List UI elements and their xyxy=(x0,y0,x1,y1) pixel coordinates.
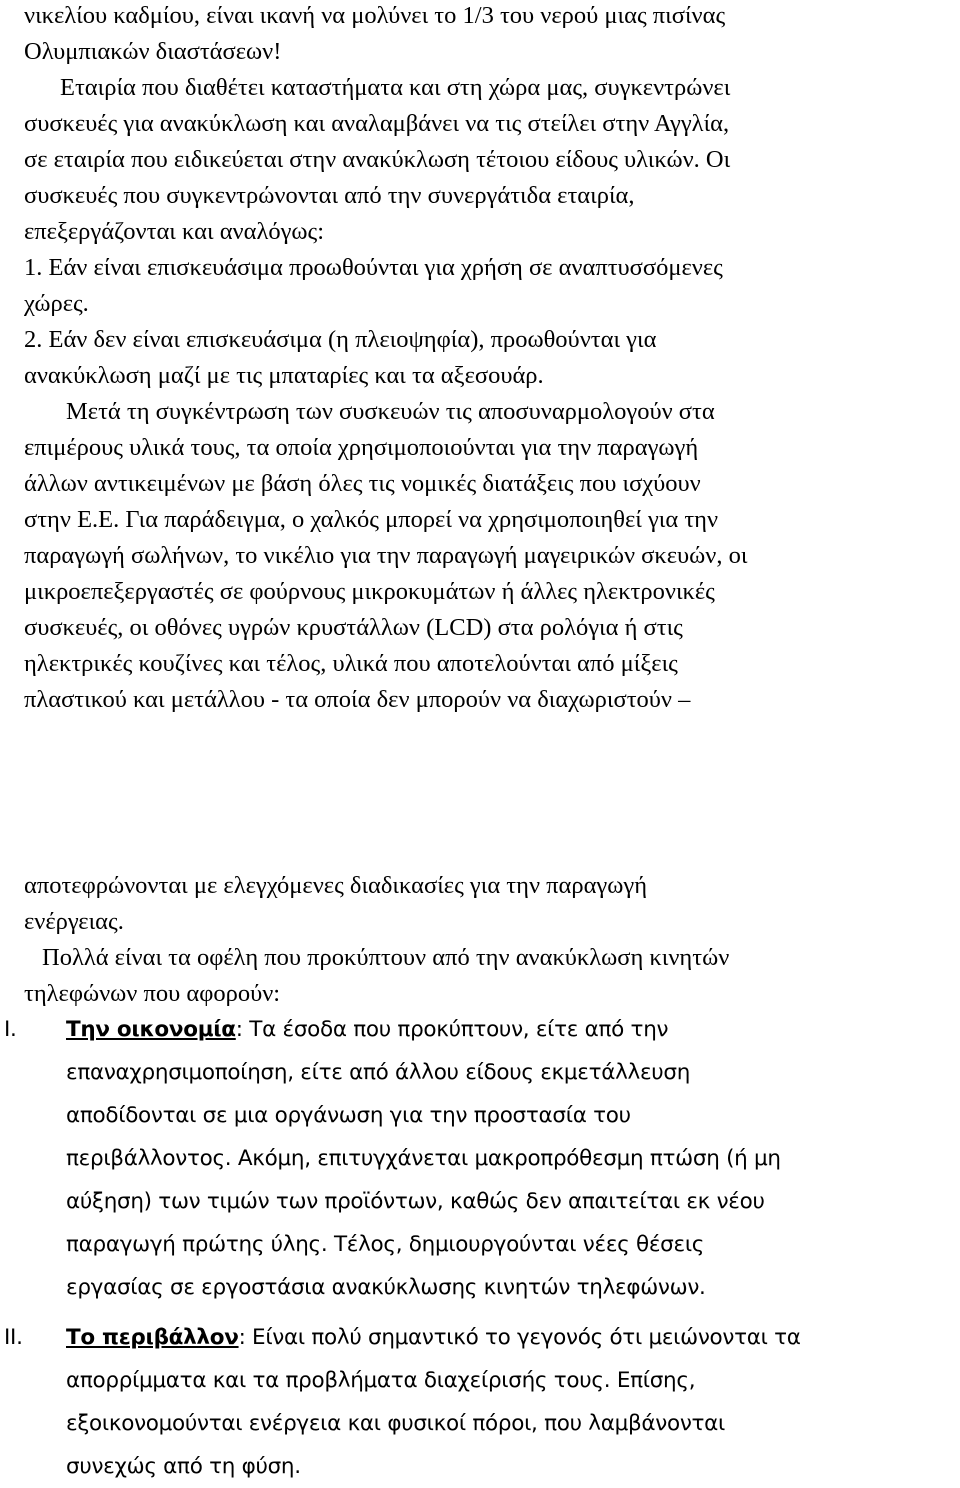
text-line: Μετά τη συγκέντρωση των συσκευών τις αποσυναρμολογούν στα xyxy=(66,398,715,425)
text-line: ανακύκλωση μαζί με τις μπαταρίες και τα αξεσουάρ. xyxy=(24,362,544,389)
text-line: συσκευές για ανακύκλωση και αναλαμβάνει να τις στείλει στην Αγγλία, xyxy=(24,110,730,137)
list-item-line: εξοικονομούνται ενέργεια και φυσικοί πόροι, που λαμβάνονται xyxy=(66,1411,726,1436)
text-line: τηλεφώνων που αφορούν: xyxy=(24,980,281,1007)
list-item-line: αύξηση) των τιμών των προϊόντων, καθώς δεν απαιτείται εκ νέου xyxy=(66,1189,765,1214)
text-line: παραγωγή σωλήνων, το νικέλιο για την παραγωγή μαγειρικών σκευών, οι xyxy=(24,542,748,569)
text-line: χώρες. xyxy=(24,290,89,317)
list-item-text: : Τα έσοδα που προκύπτουν, είτε από την xyxy=(235,1017,669,1042)
text-line: Ολυμπιακών διαστάσεων! xyxy=(24,38,282,65)
text-line: Πολλά είναι τα οφέλη που προκύπτουν από την ανακύκλωση κινητών xyxy=(42,944,730,971)
text-line: επεξεργάζονται και αναλόγως: xyxy=(24,218,325,245)
text-line: μικροεπεξεργαστές σε φούρνους μικροκυμάτων ή άλλες ηλεκτρονικές xyxy=(24,578,715,605)
text-line: συσκευές που συγκεντρώνονται από την συνεργάτιδα εταιρία, xyxy=(24,182,635,209)
text-line: ενέργειας. xyxy=(24,908,124,935)
text-line: αποτεφρώνονται με ελεγχόμενες διαδικασίες για την παραγωγή xyxy=(24,872,648,899)
text-line: Εταιρία που διαθέτει καταστήματα και στη χώρα μας, συγκεντρώνει xyxy=(60,74,731,101)
list-item-first-line xyxy=(66,1019,668,1041)
list-item-line: αποδίδονται σε μια οργάνωση για την προστασία του xyxy=(66,1103,631,1128)
text-line: ηλεκτρικές κουζίνες και τέλος, υλικά που αποτελούνται από μίξεις xyxy=(24,650,678,677)
list-item-line: παραγωγή πρώτης ύλης. Τέλος, δημιουργούνται νέες θέσεις xyxy=(66,1232,705,1257)
list-item-heading: Το περιβάλλον xyxy=(66,1325,239,1350)
text-line: νικελίου καδμίου, είναι ικανή να μολύνει το 1/3 του νερού μιας πισίνας xyxy=(24,2,726,29)
list-item-line: συνεχώς από τη φύση. xyxy=(66,1454,301,1479)
list-item-first-line xyxy=(66,1327,801,1349)
text-line: 1. Εάν είναι επισκευάσιμα προωθούνται για χρήση σε αναπτυσσόμενες xyxy=(24,254,723,281)
list-numeral: I. xyxy=(4,1017,17,1042)
list-numeral: II. xyxy=(4,1325,23,1350)
list-item-line: εργασίας σε εργοστάσια ανακύκλωσης κινητών τηλεφώνων. xyxy=(66,1275,706,1300)
text-line: άλλων αντικειμένων με βάση όλες τις νομικές διατάξεις που ισχύουν xyxy=(24,470,701,497)
text-line: στην Ε.Ε. Για παράδειγμα, ο χαλκός μπορεί να χρησιμοποιηθεί για την xyxy=(24,506,719,533)
text-line: επιμέρους υλικά τους, τα οποία χρησιμοποιούνται για την παραγωγή xyxy=(24,434,699,461)
list-item-line: απορρίμματα και τα προβλήματα διαχείρισής τους. Επίσης, xyxy=(66,1368,696,1393)
text-line: 2. Εάν δεν είναι επισκευάσιμα (η πλειοψηφία), προωθούνται για xyxy=(24,326,657,353)
text-line: σε εταιρία που ειδικεύεται στην ανακύκλωση τέτοιου είδους υλικών. Οι xyxy=(24,146,731,173)
text-line: πλαστικού και μετάλλου - τα οποία δεν μπορούν να διαχωριστούν – xyxy=(24,686,691,713)
list-item-line: επαναχρησιμοποίηση, είτε από άλλου είδους εκμετάλλευση xyxy=(66,1060,691,1085)
list-item-heading: Την οικονομία xyxy=(66,1017,236,1042)
list-item-line: περιβάλλοντος. Ακόμη, επιτυγχάνεται μακροπρόθεσμη πτώση (ή μη xyxy=(66,1146,781,1171)
list-item-text: : Είναι πολύ σημαντικό το γεγονός ότι μειώνονται τα xyxy=(238,1325,801,1350)
text-line: συσκευές, οι οθόνες υγρών κρυστάλλων (LCD) στα ρολόγια ή στις xyxy=(24,614,683,641)
